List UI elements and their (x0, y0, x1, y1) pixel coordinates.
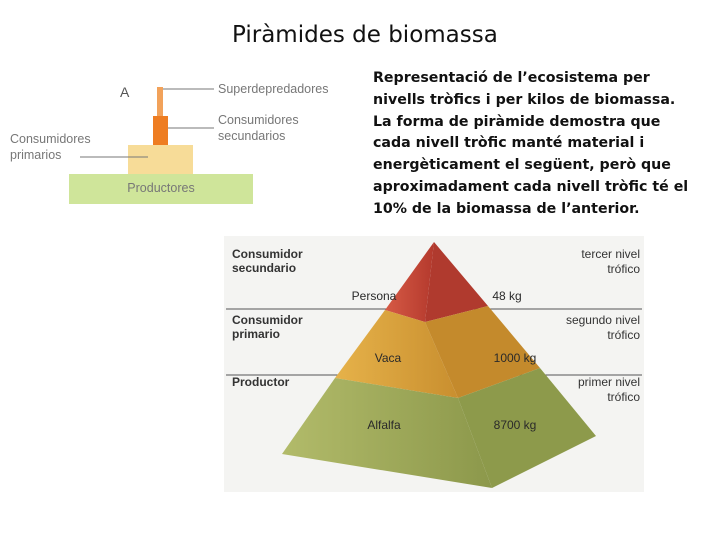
level2-right-label-line2: trófico (607, 328, 640, 342)
description-text: Representació de l’ecosistema per nivells tròfics i per kilos de biomassa. La forma de piràmide demostra que cada nivell tròfic manté material i energèticament el següent, però que aproximadament cada nivell tròfic té el 10% de la biomassa de l’anterior. (373, 70, 689, 217)
level1-mass-label: 48 kg (492, 289, 522, 303)
slide-title: Piràmides de biomassa (232, 22, 498, 48)
secondary-label-line1: Consumidores (218, 113, 299, 127)
level3-mass-label: 8700 kg (493, 418, 537, 432)
biomass-pyramid-3d (224, 236, 644, 492)
level2-right-label-line1: segundo nivel (565, 313, 640, 327)
level1-left-label-line2: secundario (232, 261, 297, 275)
level2-mass-label: 1000 kg (493, 351, 537, 365)
secondary-consumers-bar (153, 116, 168, 145)
level3-right-label-line1: primer nivel (577, 375, 640, 389)
level3-organism-label: Alfalfa (367, 418, 401, 432)
superpredators-label: Superdepredadores (218, 82, 329, 96)
primary-label-line2: primarios (10, 148, 62, 162)
secondary-label-line2: secundarios (218, 129, 286, 143)
level2-left-label-line1: Consumidor (232, 313, 303, 327)
level1-right-label-line1: tercer nivel (581, 247, 640, 261)
primary-label-line1: Consumidores (10, 132, 91, 146)
level2-left-label-line2: primario (232, 327, 281, 341)
diagram-letter: A (120, 84, 130, 100)
level3-left-label-line1: Productor (232, 375, 290, 389)
superpredators-bar (157, 87, 163, 116)
level1-organism-label: Persona (351, 289, 397, 303)
producers-label: Productores (127, 181, 195, 195)
level2-organism-label: Vaca (374, 351, 402, 365)
level3-right-label-line2: trófico (607, 390, 640, 404)
level1-right-label-line2: trófico (607, 262, 640, 276)
level1-left-label-line1: Consumidor (232, 247, 303, 261)
primary-consumers-bar (128, 145, 193, 174)
